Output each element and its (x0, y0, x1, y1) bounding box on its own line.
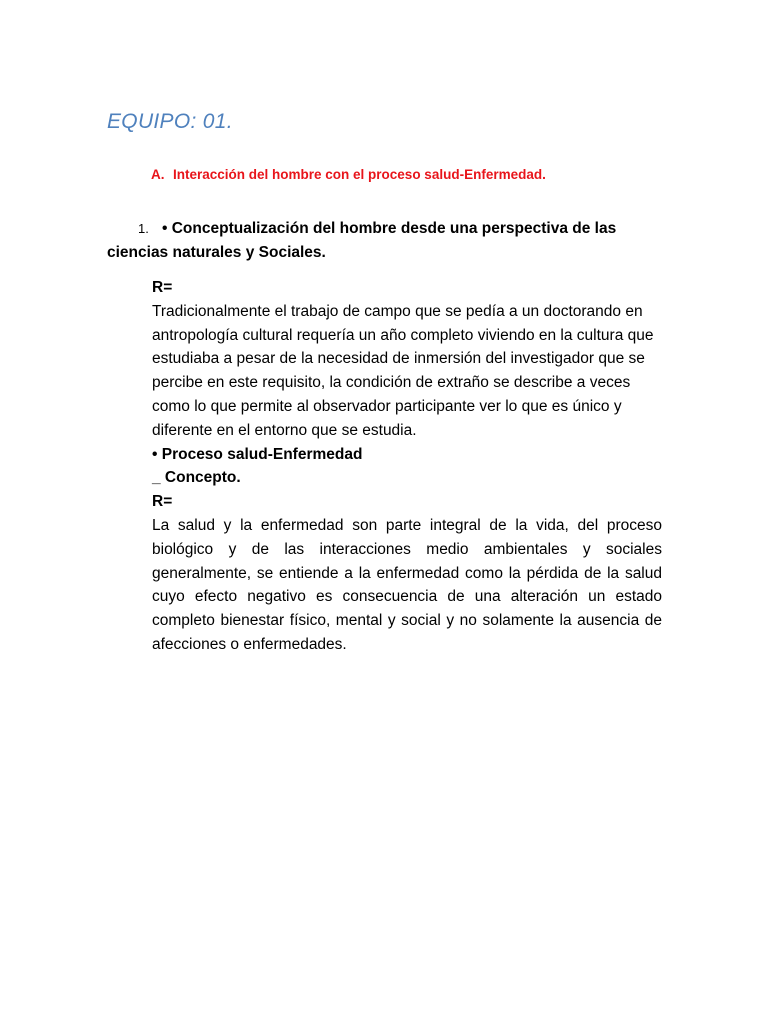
question-text: • Conceptualización del hombre desde una perspectiva de las ciencias naturales y Sociales. (107, 220, 617, 261)
answer-1-text: Tradicionalmente el trabajo de campo que se pedía a un doctorando en antropología cultural requería un año completo viviendo en la cultura que estudiaba a pesar de la necesidad de inmersión del investigador que se percibe en este requisito, la condición de extraño se describe a veces como lo que permite al observador participante ver lo que es único y diferente en el entorno que se estudia. (152, 302, 654, 439)
concept-label: _ Concepto. (152, 469, 241, 487)
question-number: 1. (138, 221, 149, 236)
answer-1-label: R= (152, 279, 173, 296)
answer-2-text: La salud y la enfermedad son parte integral de la vida, del proceso biológico y de las interacciones medio ambientales y sociales generalmente, se entiende a la enfermedad como la pérdida de la salud cuyo efecto negativo es consecuencia de una alteración un estado completo bienestar físico, mental y social y no solamente la ausencia de afecciones o enfermedades. (152, 516, 662, 653)
section-marker: A. (151, 167, 165, 182)
subheading: • Proceso salud-Enfermedad (152, 445, 363, 463)
section-heading-text: Interacción del hombre con el proceso salud-Enfermedad. (173, 167, 546, 182)
answer-2-label: R= (152, 493, 173, 511)
document-title: EQUIPO: 01. (107, 110, 233, 133)
question-1 (107, 217, 667, 265)
answer-block (152, 276, 662, 657)
section-heading-a (151, 167, 546, 182)
